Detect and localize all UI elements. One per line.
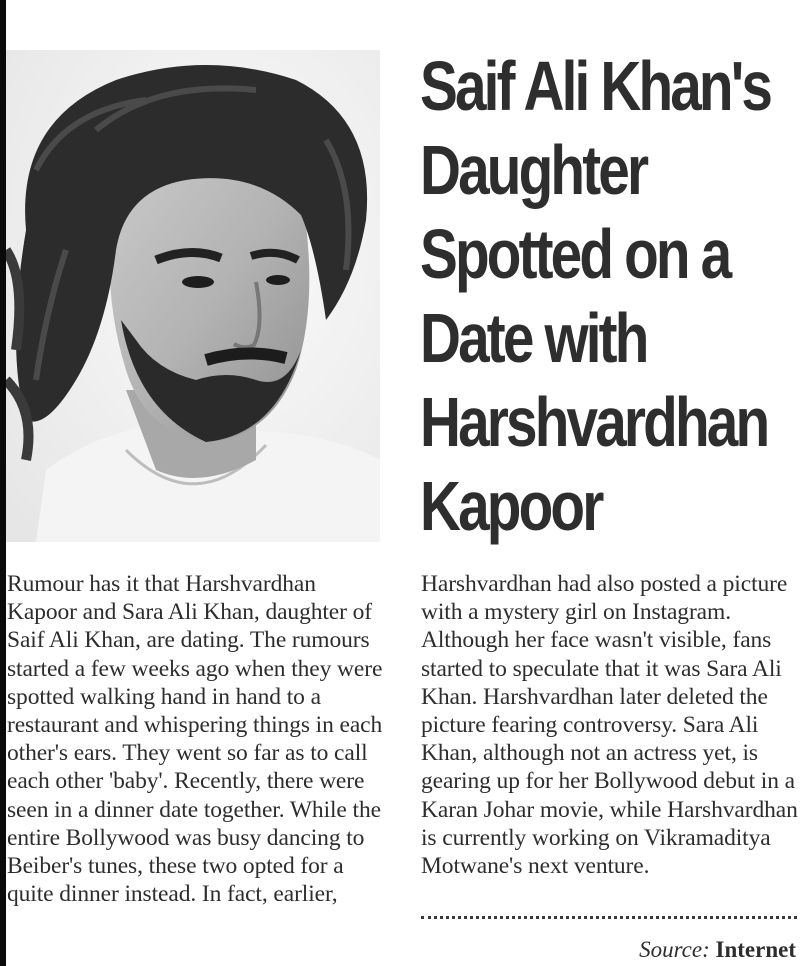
article-headline: Saif Ali Khan's Daughter Spotted on a Date with Harshvardhan Kapoor [420, 47, 771, 545]
source-label: Source: [639, 937, 710, 962]
dotted-divider [421, 916, 797, 919]
source-value: Internet [715, 937, 796, 962]
article-body-right-column: Harshvardhan had also posted a picture with a mystery girl on Instagram. Although her face wasn't visible, fans started to speculate that it was Sara Ali Khan. Harshvardhan later deleted the picture fearing controversy. Sara Ali Khan, although not an actress yet, is gearing up for her Bollywood debut in a Karan Johar movie, while Harshvardhan is currently working on Vikramaditya Motwane's next venture. [421, 571, 798, 880]
article-photo [6, 50, 380, 542]
source-credit [639, 936, 796, 964]
article-body-left-column: Rumour has it that Harshvardhan Kapoor and Sara Ali Khan, daughter of Saif Ali Khan, are dating. The rumours started a few weeks ago when they were spotted walking hand in hand to a restaurant and whispering things in each other's ears. They went so far as to call each other 'baby'. Recently, there were seen in a dinner date together. While the entire Bollywood was busy dancing to Beiber's tunes, these two opted for a quite dinner instead. In fact, earlier, [7, 571, 383, 908]
